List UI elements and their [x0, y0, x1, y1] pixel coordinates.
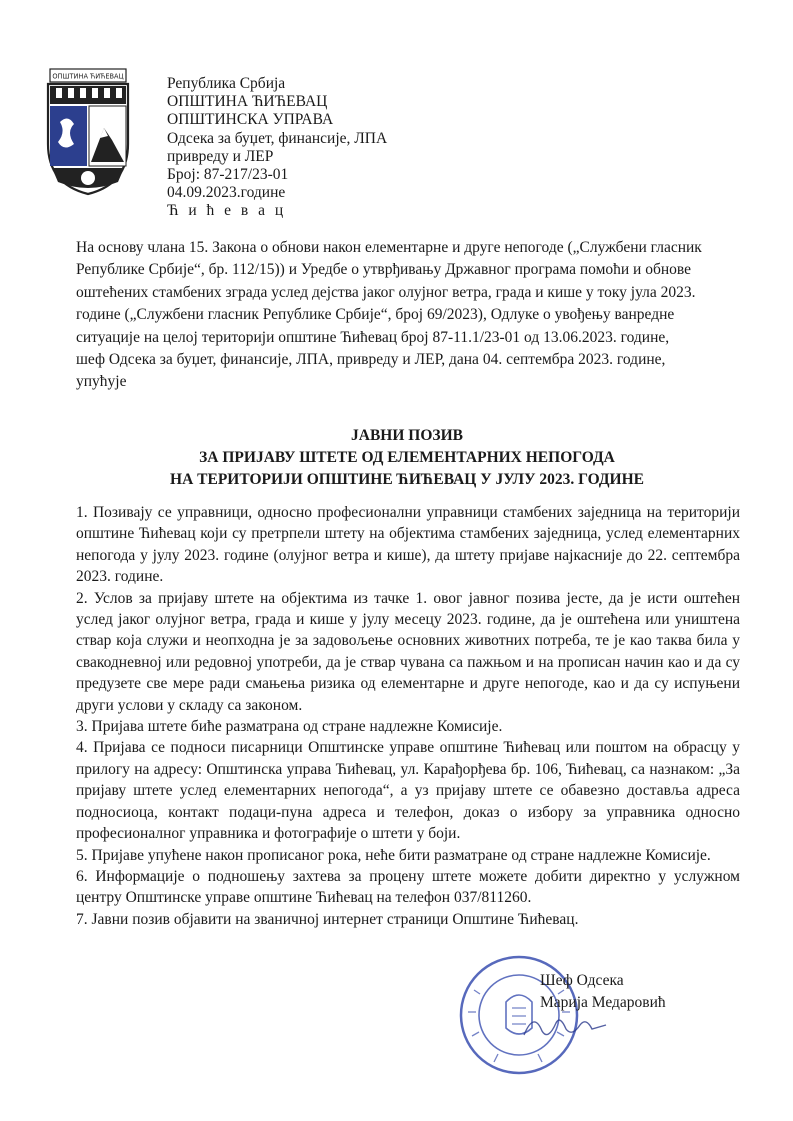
- list-item: 5. Пријаве упућене након прописаног рока, неће бити разматране од стране надлежне Комисије.: [76, 846, 711, 864]
- header-reference-number: Број: 87-217/23-01: [167, 166, 289, 184]
- header-administration: ОПШТИНСКА УПРАВА: [167, 111, 334, 129]
- header-department: Одсека за буџет, финансије, ЛПА: [167, 129, 388, 147]
- preamble-issuer: шеф Одсека за буџет, финансије, ЛПА, привреду и ЛЕР, дана 04. септембра 2023. године,: [76, 351, 666, 369]
- list-item: 7. Јавни позив објавити на званичној интернет страници Општине Ћићевац.: [76, 910, 579, 928]
- header-place: Ћ и ћ е в а ц: [167, 202, 287, 220]
- header-municipality: ОПШТИНА ЋИЋЕВАЦ: [167, 93, 328, 111]
- document-title-block: [76, 425, 738, 491]
- header-department-cont: привреду и ЛЕР: [167, 147, 274, 165]
- list-item: 3. Пријава штете биће разматрана од стране надлежне Комисије.: [76, 718, 503, 736]
- list-item: 2. Услов за пријаву штете на објектима из тачке 1. овог јавног позива јесте, да је исти оштећен услед јаког олујног ветра, града и кише у јулу месецу 2023. године, да је оштећена или уништена ствар која служи и неопходна је за задовољење основних животних потреба, те је као таква била у свакодневној или редовној употреби, да је ствар чувана са пажњом и на прописан начин као и да су предузете све мере ради смањења ризика од елементарне и друге непогоде, као и да су испуњени други услови у складу са законом.: [76, 589, 740, 714]
- preamble: [76, 237, 738, 394]
- document-header: [167, 75, 487, 221]
- document-subtitle-2: НА ТЕРИТОРИЈИ ОПШТИНЕ ЋИЋЕВАЦ У ЈУЛУ 2023. ГОДИНЕ: [170, 471, 644, 488]
- document-title: ЈАВНИ ПОЗИВ: [351, 427, 463, 444]
- list-item: 6. Информације о подношењу захтева за процену штете можете добити директно у услужном центру Општинске управе општине Ћићевац на телефон 037/811260.: [76, 867, 740, 907]
- handwritten-signature-icon: [520, 1005, 620, 1045]
- signature-role: Шеф Одсека: [540, 972, 624, 989]
- signature-name: Марија Медаровић: [540, 994, 666, 1011]
- document-subtitle-1: ЗА ПРИЈАВУ ШТЕТЕ ОД ЕЛЕМЕНТАРНИХ НЕПОГОДА: [199, 449, 615, 466]
- crest-label: ОПШТИНА ЋИЋЕВАЦ: [52, 72, 124, 81]
- municipality-crest-icon: [38, 66, 138, 198]
- list-item: 1. Позивају се управници, односно професионални управници стамбених заједница на територији општине Ћићевац који су претрпели штету на објектима стамбених заједница, услед елементарних непогода у јулу 2023. године (олујног ветра и кише), да штету пријаве најкасније до 22. септембра 2023. године.: [76, 504, 740, 586]
- header-country: Република Србија: [167, 75, 286, 92]
- preamble-legal-basis: На основу члана 15. Закона о обнови након елементарне и друге непогоде („Службени гласник Републике Србије“, бр. 112/15)) и Уредбе о утврђивању Државног програма помоћи и обнове оштећених стамбених зграда услед дејства јаког олујног ветра, града и кише у току јула 2023. године („Службени гласник Републике Србије“, број 69/2023), Одлуке о увођењу ванредне ситуације на целој територији општине Ћићевац број 87-11.1/23-01 од 13.06.2023. године,: [76, 239, 702, 346]
- list-item: 4. Пријава се подноси писарници Општинске управе општине Ћићевац или поштом на обрасцу у прилогу на адресу: Општинска управа Ћићевац, ул. Карађорђева бр. 106, Ћићевац, са назнаком: „За пријаву штете услед елементарних непогода“, а уз пријаву штете се обавезно доставља адреса подносиоца, контакт подаци-пуна адреса и телефон, доказ о избору за управника односно професионалног управника и фотографије о штети у боји.: [76, 739, 740, 843]
- preamble-verb: упућује: [76, 373, 127, 391]
- document-body: [76, 502, 740, 930]
- header-date: 04.09.2023.године: [167, 184, 286, 202]
